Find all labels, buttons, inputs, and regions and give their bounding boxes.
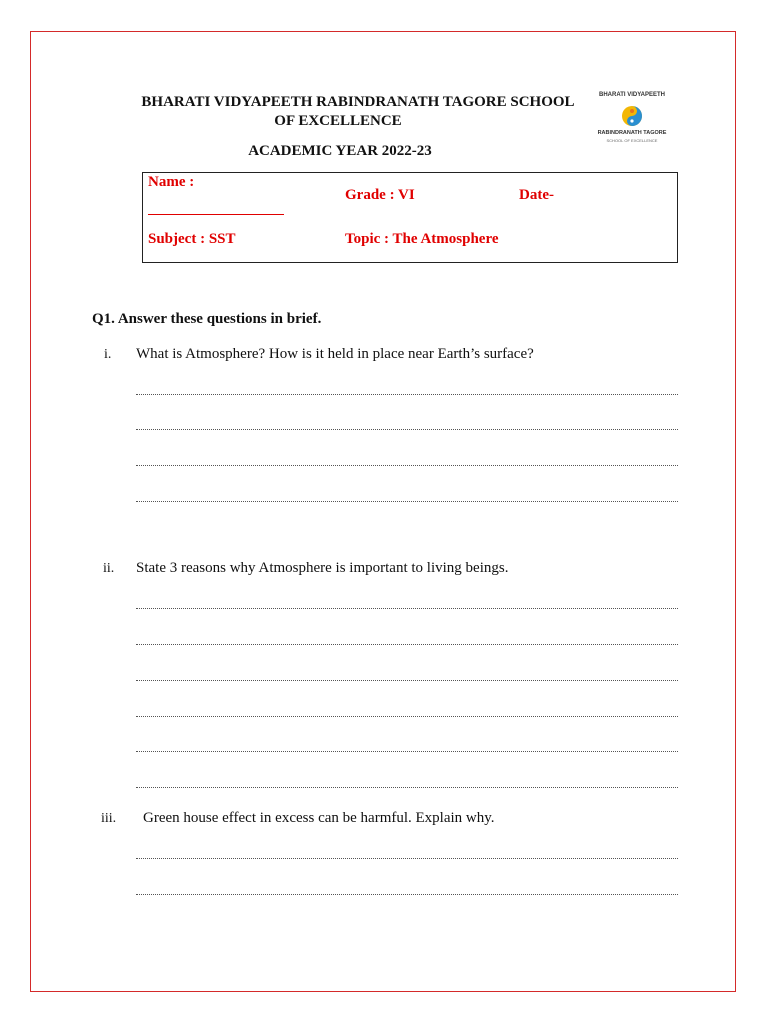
answer-line[interactable]	[136, 751, 678, 752]
academic-year: ACADEMIC YEAR 2022-23	[248, 143, 432, 159]
answer-line[interactable]	[136, 858, 678, 859]
question-text: Green house effect in excess can be harmful. Explain why.	[143, 810, 495, 826]
question-number: iii.	[101, 811, 117, 826]
answer-line[interactable]	[136, 429, 678, 430]
answer-line[interactable]	[136, 465, 678, 466]
answer-line[interactable]	[136, 680, 678, 681]
name-blank-line[interactable]	[148, 214, 284, 215]
answer-line[interactable]	[136, 608, 678, 609]
section-title: Q1. Answer these questions in brief.	[92, 311, 322, 327]
question-number: ii.	[103, 561, 115, 576]
question-text: State 3 reasons why Atmosphere is important to living beings.	[136, 560, 509, 576]
subject-label: Subject : SST	[148, 231, 236, 247]
answer-line[interactable]	[136, 644, 678, 645]
school-name-line2: OF EXCELLENCE	[274, 113, 402, 129]
answer-line[interactable]	[136, 716, 678, 717]
question-text: What is Atmosphere? How is it held in place near Earth’s surface?	[136, 346, 534, 362]
question-number: i.	[104, 347, 112, 362]
student-info-box	[142, 172, 678, 263]
logo-bottom-text: RABINDRANATH TAGORE	[597, 130, 667, 136]
logo-emblem-icon	[621, 103, 643, 129]
school-name-line1: BHARATI VIDYAPEETH RABINDRANATH TAGORE SCHOOL	[141, 94, 575, 110]
school-logo	[594, 92, 670, 150]
logo-sub-text: SCHOOL OF EXCELLENCE	[606, 138, 658, 143]
answer-line[interactable]	[136, 894, 678, 895]
date-label: Date-	[519, 187, 554, 203]
grade-label: Grade : VI	[345, 187, 415, 203]
logo-top-text: BHARATI VIDYAPEETH	[598, 92, 665, 98]
topic-label: Topic : The Atmosphere	[345, 231, 499, 247]
answer-line[interactable]	[136, 501, 678, 502]
answer-line[interactable]	[136, 787, 678, 788]
name-label: Name :	[148, 174, 195, 190]
answer-line[interactable]	[136, 394, 678, 395]
